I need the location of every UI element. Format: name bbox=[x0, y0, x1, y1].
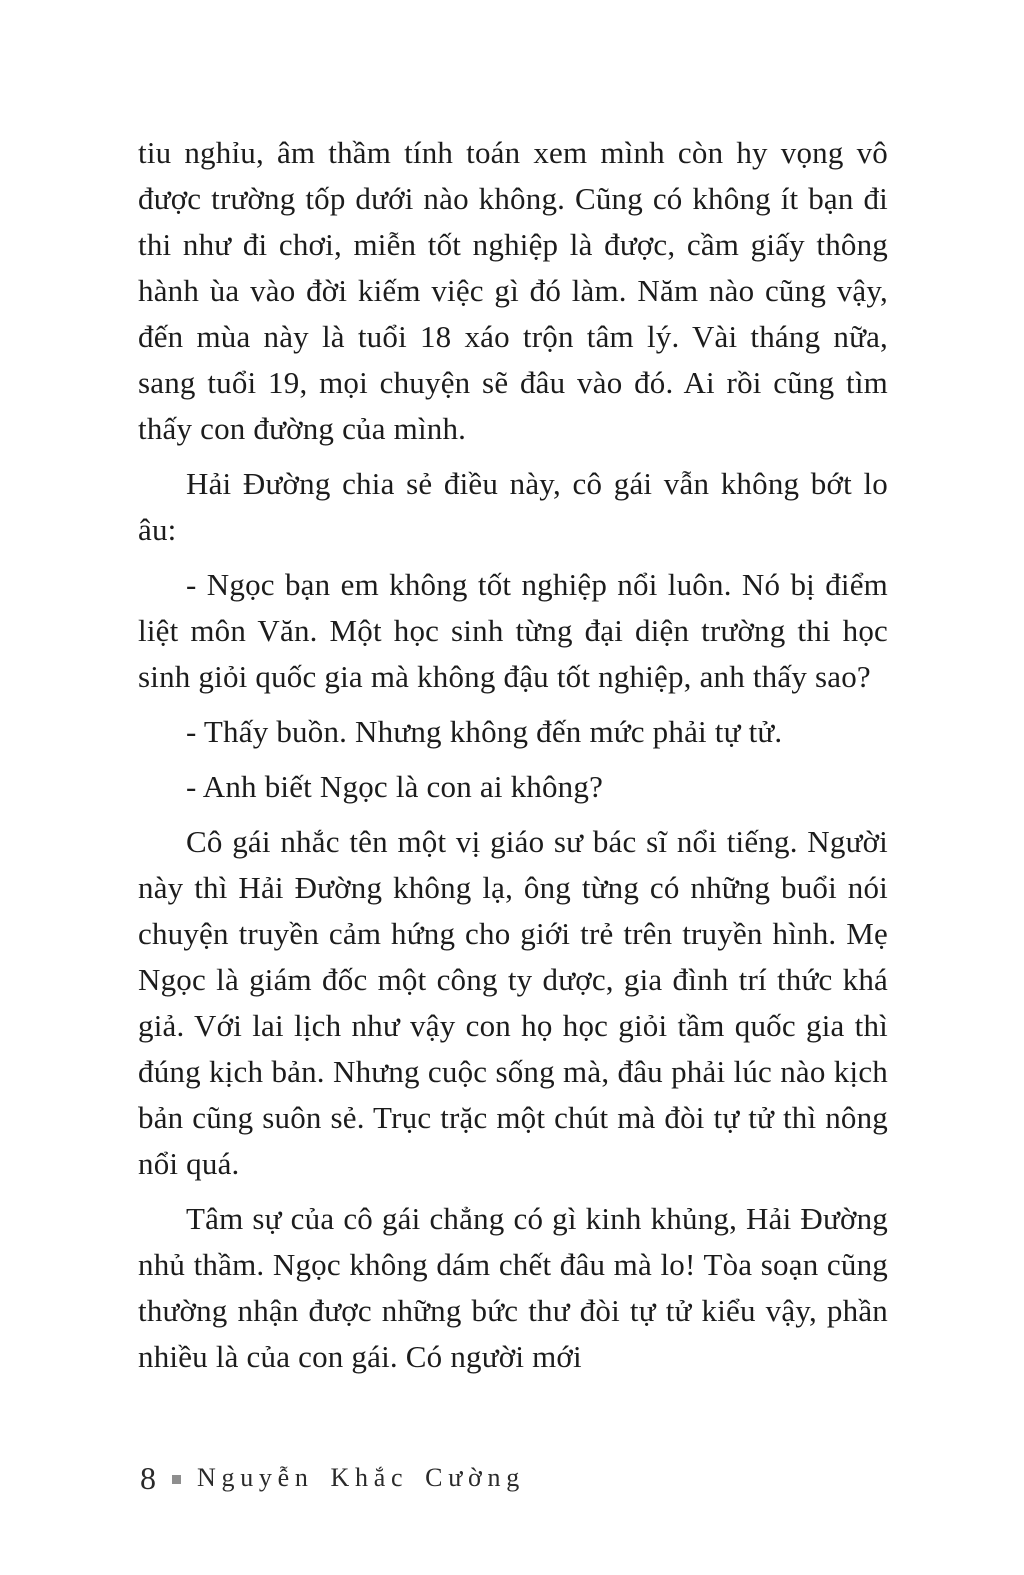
body-text-block bbox=[138, 130, 888, 1389]
square-bullet-icon bbox=[172, 1475, 181, 1484]
body-paragraph: Tâm sự của cô gái chẳng có gì kinh khủng, Hải Đường nhủ thầm. Ngọc không dám chết đâu mà lo! Tòa soạn cũng thường nhận được những bức thư đòi tự tử kiểu vậy, phần nhiều là của con gái. Có người mới bbox=[138, 1201, 888, 1374]
body-paragraph-dialogue: - Thấy buồn. Nhưng không đến mức phải tự tử. bbox=[186, 714, 783, 749]
body-paragraph-dialogue: - Anh biết Ngọc là con ai không? bbox=[186, 769, 604, 804]
body-paragraph: Hải Đường chia sẻ điều này, cô gái vẫn không bớt lo âu: bbox=[138, 466, 888, 547]
page-number: 8 bbox=[140, 1460, 156, 1496]
body-paragraph: tiu nghỉu, âm thầm tính toán xem mình còn hy vọng vô được trường tốp dưới nào không. Cũng có không ít bạn đi thi như đi chơi, miễn tốt nghiệp là được, cầm giấy thông hành ùa vào đời kiếm việc gì đó làm. Năm nào cũng vậy, đến mùa này là tuổi 18 xáo trộn tâm lý. Vài tháng nữa, sang tuổi 19, mọi chuyện sẽ đâu vào đó. Ai rồi cũng tìm thấy con đường của mình. bbox=[138, 135, 888, 446]
page-footer bbox=[140, 1458, 525, 1498]
body-paragraph: Cô gái nhắc tên một vị giáo sư bác sĩ nổi tiếng. Người này thì Hải Đường không lạ, ông từng có những buổi nói chuyện truyền cảm hứng cho giới trẻ trên truyền hình. Mẹ Ngọc là giám đốc một công ty dược, gia đình trí thức khá giả. Với lai lịch như vậy con họ học giỏi tầm quốc gia thì đúng kịch bản. Nhưng cuộc sống mà, đâu phải lúc nào kịch bản cũng suôn sẻ. Trục trặc một chút mà đòi tự tử thì nông nổi quá. bbox=[138, 824, 888, 1181]
body-paragraph-dialogue: - Ngọc bạn em không tốt nghiệp nổi luôn. Nó bị điểm liệt môn Văn. Một học sinh từng đại diện trường thi học sinh giỏi quốc gia mà không đậu tốt nghiệp, anh thấy sao? bbox=[138, 567, 888, 694]
author-name: Nguyễn Khắc Cường bbox=[197, 1463, 525, 1492]
